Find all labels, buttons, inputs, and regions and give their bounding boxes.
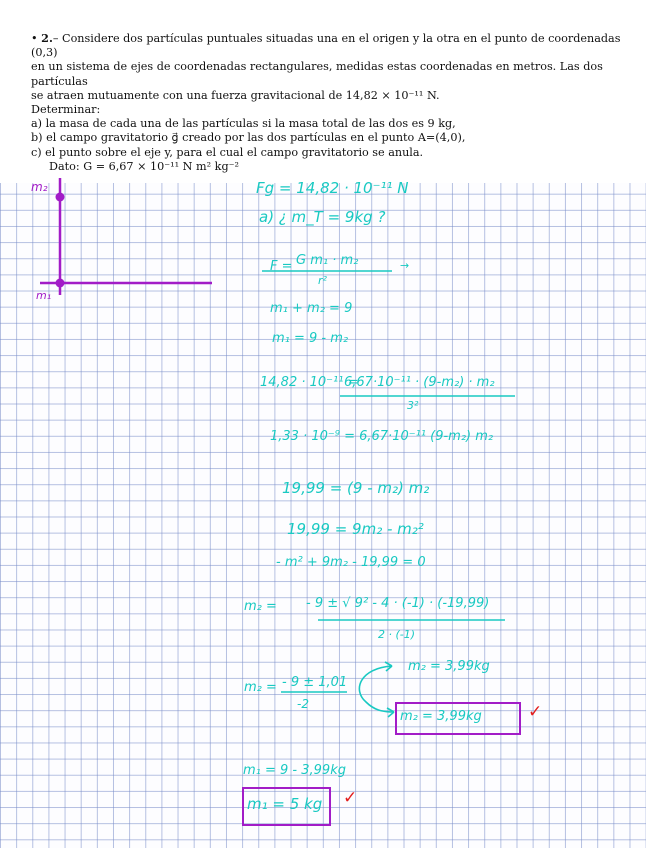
particle-m1 bbox=[56, 279, 65, 288]
force-numerator: G m₁ · m₂ bbox=[296, 253, 359, 268]
m1-expression: m₁ = 9 - m₂ bbox=[272, 331, 349, 346]
solution-lhs: m₂ = bbox=[244, 680, 277, 695]
dato-line: Dato: G = 6,67 × 10⁻¹¹ N m² kg⁻² bbox=[49, 159, 240, 173]
answer-m2: m₂ = 3,99kg bbox=[400, 709, 482, 724]
label-m1: m₁ bbox=[36, 289, 52, 302]
given-force: Fg = 14,82 · 10⁻¹¹ N bbox=[256, 179, 409, 197]
answer-m1: m₁ = 5 kg bbox=[247, 795, 323, 813]
equation-3: 19,99 = (9 - m₂) m₂ bbox=[282, 479, 430, 497]
check-mark-m2: ✓ bbox=[528, 702, 543, 722]
equation-2: 1,33 · 10⁻⁹ = 6,67·10⁻¹¹ (9-m₂) m₂ bbox=[270, 429, 494, 444]
equation-4: 19,99 = 9m₂ - m₂² bbox=[287, 520, 424, 538]
particle-m2 bbox=[56, 193, 65, 202]
equation-1-numerator: 6,67·10⁻¹¹ · (9-m₂) · m₂ bbox=[344, 375, 495, 390]
solution-upper-branch: m₂ = 3,99kg bbox=[408, 659, 490, 674]
quadratic-numerator: - 9 ± √ 9² - 4 · (-1) · (-19,99) bbox=[306, 596, 490, 611]
solution-numerator: - 9 ± 1,01 bbox=[282, 675, 348, 690]
m1-calculation: m₁ = 9 - 3,99kg bbox=[243, 763, 346, 778]
force-rhs: → bbox=[400, 259, 410, 272]
determinar-label: Determinar: bbox=[31, 103, 101, 117]
equation-5: - m² + 9m₂ - 19,99 = 0 bbox=[276, 555, 426, 570]
problem-line-3: se atraen mutuamente con una fuerza gravitacional de 14,82 × 10⁻¹¹ N. bbox=[31, 88, 440, 102]
quadratic-lhs: m₂ = bbox=[244, 599, 277, 614]
label-m2: m₂ bbox=[31, 180, 48, 194]
force-lhs: F = bbox=[270, 259, 293, 274]
force-denominator: r² bbox=[318, 274, 327, 287]
check-mark-m1: ✓ bbox=[343, 788, 358, 808]
item-b: b) el campo gravitatorio g⃗ creado por las dos partículas en el punto A=(4,0), bbox=[31, 131, 466, 145]
solution-denominator: -2 bbox=[297, 697, 309, 711]
problem-line-1: • 2.– Considere dos partículas puntuales situadas una en el origen y la otra en el punto de coordenadas (0,3) bbox=[31, 31, 621, 60]
branch-arrow bbox=[359, 666, 394, 712]
quadratic-denominator: 2 · (-1) bbox=[378, 628, 416, 641]
problem-line-2: en un sistema de ejes de coordenadas rectangulares, medidas estas coordenadas en metros. Las dos partículas bbox=[31, 60, 603, 88]
mass-sum: m₁ + m₂ = 9 bbox=[270, 301, 353, 316]
item-c: c) el punto sobre el eje y, para el cual el campo gravitatorio se anula. bbox=[31, 145, 424, 159]
item-a: a) la masa de cada una de las partículas si la masa total de las dos es 9 kg, bbox=[31, 117, 456, 131]
equation-1-denominator: 3² bbox=[407, 399, 419, 412]
part-a-question: a) ¿ m_T = 9kg ? bbox=[259, 208, 386, 226]
equation-1-lhs: 14,82 · 10⁻¹¹ = bbox=[260, 375, 359, 390]
